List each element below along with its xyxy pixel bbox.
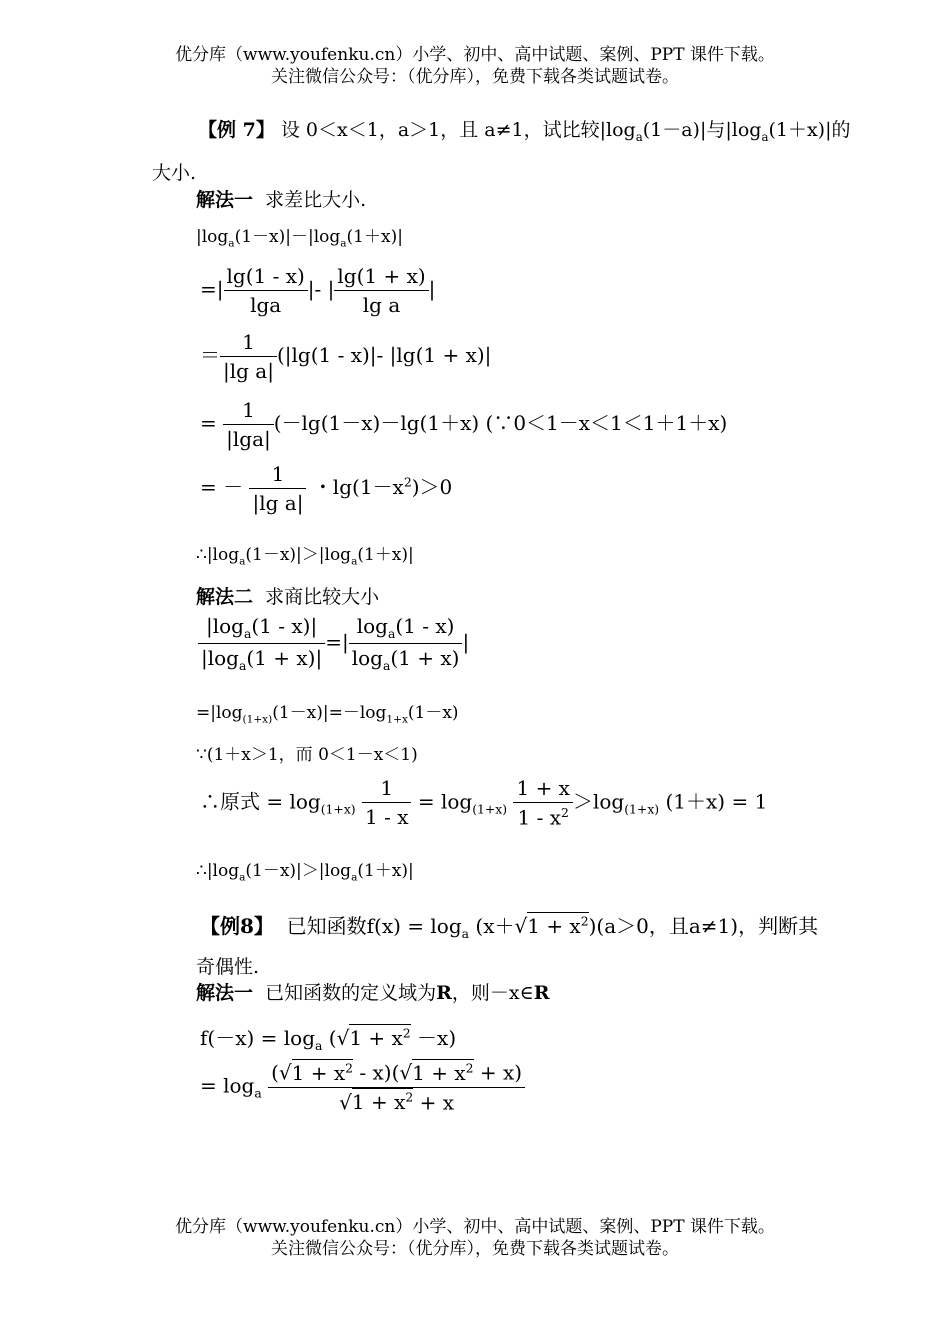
math-line: $|\log_a(1-x)|-|\log_a(1+x)|$ (196, 227, 403, 250)
footer-line-2: 关注微信公众号：（优分库），免费下载各类试题试卷。 (271, 1239, 679, 1259)
example-8-statement: 【例8】 已知函数$f(x) = \log_a (x+√1 + x^2)(a>0$，且a≠1)，判断其 (200, 913, 819, 941)
math-line: ＝ $\frac{1}{\text{|lg a|}}$ (|lg(1 - x)|- |lg(1 + x)| (200, 330, 492, 383)
math-line: ∵(1＋x＞1，而 0＜1－x＜1) (196, 745, 418, 765)
math-line: = $\log_a$ $\frac{(√1 + x^2 - x)(√1 + x^2 + x)}{√1 + x^2 + x}$ (200, 1060, 525, 1114)
method-1-heading (196, 185, 366, 212)
math-line: ∴原式 = $\log_{(1+x)}$ $\frac{1}{1 - x}$ = $\log_{(1+x)}$ $\frac{1 + x}{1 - x^2}$ $>\log_{(1+x)}$ (1＋x) = 1 (200, 776, 768, 830)
method-2-text: 求商比较大小 (265, 586, 380, 608)
method-1-label: 解法一 (196, 189, 254, 211)
example-8-statement-cont: 奇偶性. (196, 956, 260, 978)
math-line: $f(-x) = \log_a (√1 + x^2 -x)$ (200, 1025, 457, 1053)
method-1-text: 求差比大小. (265, 189, 367, 211)
method-2-label: 解法二 (196, 586, 254, 608)
math-line: $\frac{|\log_a(1 - x)|}{|\log_a(1 + x)|}$ =| $\frac{\log_a(1 - x)}{\log_a(1 + x)}$ | (198, 614, 469, 673)
footer-line-1: 优分库（www.youfenku.cn）小学、初中、高中试题、案例、PPT 课件下载。 (175, 1217, 775, 1237)
math-line: = $\frac{1}{|\lg a|}$ (－lg(1－x)－lg(1＋x) (∵0＜1－x＜1＜1＋1＋x) (200, 398, 728, 451)
example-7-text: 设 0＜x＜1，a＞1，且 a≠1，试比较$|\log_a(1-a)|$与$|\log_a(1+x)|$的 (280, 119, 851, 144)
example-7-label: 【例 7】 (198, 119, 275, 141)
math-line: =| $\frac{\lg(1 - x)}{\lg a}$ |- | $\frac{\lg(1 + x)}{\text{lg a}}$ | (200, 264, 436, 317)
example-7-statement (198, 115, 851, 144)
header-line-2: 关注微信公众号：（优分库），免费下载各类试题试卷。 (271, 67, 679, 87)
method-2-heading (196, 582, 379, 609)
conclusion: $\therefore|\log_a(1-x)|>|\log_a(1+x)|$ (196, 861, 414, 884)
math-line: = － $\frac{1}{\text{|lg a|}}$ ・$\lg(1-x^2)>0$ (200, 462, 453, 515)
header-line-1: 优分库（www.youfenku.cn）小学、初中、高中试题、案例、PPT 课件下载。 (175, 45, 775, 65)
example-7-statement-cont: 大小. (152, 162, 197, 184)
conclusion: $\therefore|\log_a(1-x)|>|\log_a(1+x)|$ (196, 545, 414, 568)
math-line: $=|\log_{(1+x)}(1-x)|=-\log_{1+x}(1-x)$ (196, 703, 459, 726)
example-8-label: 【例8】 (200, 914, 274, 938)
example-8-method-1: 解法一 已知函数的定义域为R，则－x∈R (196, 982, 550, 1004)
